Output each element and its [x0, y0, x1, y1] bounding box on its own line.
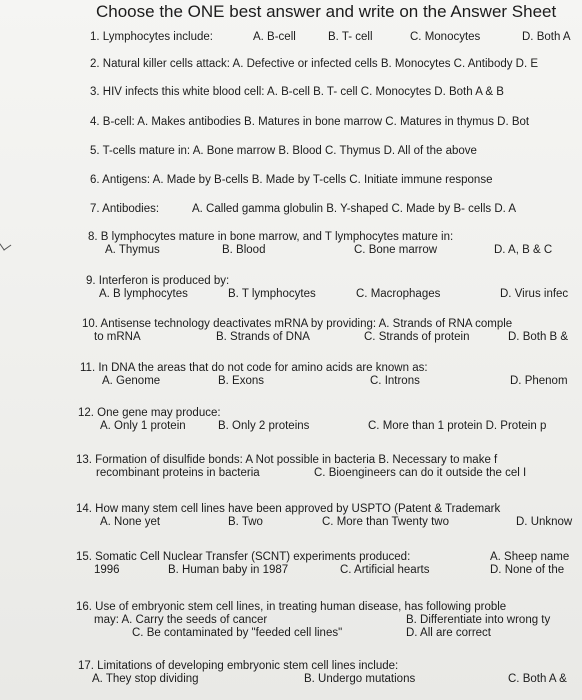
question-8-option-c: C. Bone marrow [354, 244, 438, 256]
question-8-option-d: D. A, B & C [494, 244, 553, 256]
question-12-option-a: A. Only 1 protein [100, 420, 186, 432]
question-3 [90, 86, 582, 100]
question-1-option-c: C. Monocytes [410, 31, 481, 43]
question-10-continuation: to mRNA [94, 331, 141, 343]
question-15 [76, 551, 582, 579]
question-16 [76, 601, 582, 643]
question-13-text: 13. Formation of disulfide bonds: A Not possible in bacteria B. Necessary to make f [76, 454, 498, 466]
question-5 [90, 145, 582, 159]
question-15-option-a: A. Sheep name [490, 551, 570, 563]
question-11-text: 11. In DNA the areas that do not code for amino acids are known as: [80, 362, 428, 374]
question-11-option-b: B. Exons [218, 375, 265, 387]
page-title: Choose the ONE best answer and write on the Answer Sheet [96, 2, 557, 21]
question-8-option-a: A. Thymus [105, 244, 160, 256]
question-17-option-a: A. They stop dividing [92, 673, 199, 685]
question-1-option-d: D. Both A [522, 31, 571, 43]
question-14-option-c: C. More than Twenty two [322, 516, 449, 528]
question-4 [90, 116, 582, 130]
question-10-option-b: B. Strands of DNA [216, 331, 310, 343]
question-7-text: 7. Antibodies: [90, 203, 160, 215]
question-1-text: 1. Lymphocytes include: [90, 31, 213, 43]
question-3-text: 3. HIV infects this white blood cell: A. B-cell B. T- cell C. Monocytes D. Both A & B [90, 86, 504, 98]
question-14-option-d: D. Unknow [516, 516, 573, 528]
question-9-option-c: C. Macrophages [356, 288, 441, 300]
pen-check-mark [0, 236, 11, 250]
question-14 [76, 503, 582, 531]
question-6-text: 6. Antigens: A. Made by B-cells B. Made by T-cells C. Initiate immune response [90, 174, 493, 186]
question-2-text: 2. Natural killer cells attack: A. Defective or infected cells B. Monocytes C. Antibody D. E [90, 58, 539, 70]
question-15-option-b: B. Human baby in 1987 [168, 564, 289, 576]
question-16-text: 16. Use of embryonic stem cell lines, in treating human disease, has following proble [76, 601, 507, 613]
question-9-option-b: B. T lymphocytes [228, 288, 316, 300]
question-12-options-cd: C. More than 1 protein D. Protein p [368, 420, 547, 432]
question-8 [88, 231, 582, 259]
question-2 [90, 58, 582, 72]
question-10-text: 10. Antisense technology deactivates mRNA by providing: A. Strands of RNA comple [82, 318, 513, 330]
question-9 [86, 275, 582, 303]
question-6 [90, 174, 582, 188]
question-16-option-a: may: A. Carry the seeds of cancer [94, 614, 268, 626]
question-15-option-c: C. Artificial hearts [340, 564, 430, 576]
question-11-option-c: C. Introns [370, 375, 420, 387]
question-16-option-c: C. Be contaminated by "feeded cell lines" [132, 627, 343, 639]
question-10 [82, 318, 582, 346]
question-12-option-b: B. Only 2 proteins [218, 420, 310, 432]
question-14-option-a: A. None yet [100, 516, 161, 528]
question-12 [78, 407, 582, 435]
question-8-text: 8. B lymphocytes mature in bone marrow, and T lymphocytes mature in: [88, 231, 454, 243]
question-9-text: 9. Interferon is produced by: [86, 275, 230, 287]
question-15-option-d: D. None of the [490, 564, 565, 576]
question-14-text: 14. How many stem cell lines have been approved by USPTO (Patent & Trademark [76, 503, 501, 515]
question-13 [76, 454, 582, 482]
question-15-text: 15. Somatic Cell Nuclear Transfer (SCNT) experiments produced: [76, 551, 411, 563]
question-12-text: 12. One gene may produce: [78, 407, 221, 419]
question-13-continuation: recombinant proteins in bacteria [96, 467, 260, 479]
question-17-text: 17. Limitations of developing embryonic stem cell lines include: [78, 660, 399, 672]
question-15-year: 1996 [94, 564, 120, 576]
question-1-option-b: B. T- cell [328, 31, 373, 43]
question-16-option-d: D. All are correct [406, 627, 491, 639]
question-11 [80, 362, 582, 390]
question-1-option-a: A. B-cell [253, 31, 296, 43]
question-16-option-b: B. Differentiate into wrong ty [406, 614, 551, 626]
question-9-option-a: A. B lymphocytes [99, 288, 188, 300]
question-11-option-d: D. Phenom [510, 375, 568, 387]
question-7 [90, 203, 582, 217]
question-10-option-d: D. Both B & [508, 331, 569, 343]
question-10-option-c: C. Strands of protein [364, 331, 470, 343]
question-4-text: 4. B-cell: A. Makes antibodies B. Matures in bone marrow C. Matures in thymus D. Bot [90, 116, 530, 128]
question-13-option-c: C. Bioengineers can do it outside the cel I [314, 467, 527, 479]
question-14-option-b: B. Two [228, 516, 263, 528]
question-17-option-b: B. Undergo mutations [304, 673, 416, 685]
question-9-option-d: D. Virus infec [500, 288, 569, 300]
question-17 [78, 660, 582, 688]
question-17-option-c: C. Both A & [508, 673, 567, 685]
question-8-option-b: B. Blood [222, 244, 266, 256]
question-7-options: A. Called gamma globulin B. Y-shaped C. Made by B- cells D. A [192, 203, 517, 215]
question-11-option-a: A. Genome [102, 375, 161, 387]
question-1 [90, 31, 582, 45]
question-5-text: 5. T-cells mature in: A. Bone marrow B. Blood C. Thymus D. All of the above [90, 145, 477, 157]
